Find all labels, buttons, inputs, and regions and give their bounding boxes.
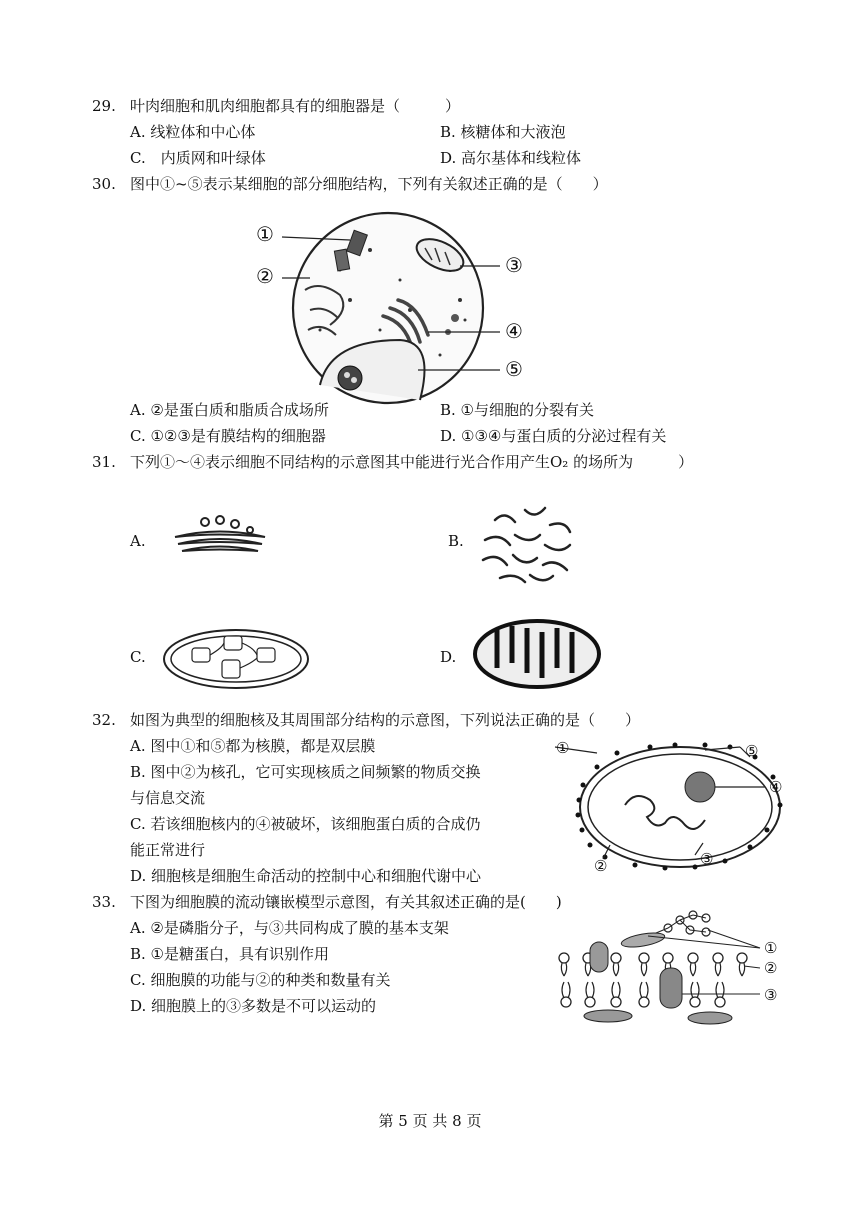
q31-stem: 下列①～④表示细胞不同结构的示意图其中能进行光合作用产生O₂ 的场所为 ） <box>130 453 694 471</box>
page-footer: 第 5 页 共 8 页 <box>378 1112 482 1130</box>
q33-label-3: ③ <box>764 986 778 1004</box>
q31-er-image <box>475 500 580 590</box>
q32-option-c-line2: 能正常进行 <box>130 841 206 859</box>
q29-option-a: A. 线粒体和中心体 <box>130 123 256 141</box>
q33-membrane-diagram <box>548 910 763 1030</box>
q30-label-5: ⑤ <box>505 357 523 381</box>
q29-stem: 叶肉细胞和肌肉细胞都具有的细胞器是（ ） <box>130 97 461 115</box>
q31-option-a: A. <box>130 532 146 550</box>
q33-option-a: A. ②是磷脂分子，与③共同构成了膜的基本支架 <box>130 919 449 937</box>
q29-number: 29. <box>92 97 116 115</box>
q33-label-2: ② <box>764 959 778 977</box>
q32-label-5: ⑤ <box>745 742 759 760</box>
q32-option-d: D. 细胞核是细胞生命活动的控制中心和细胞代谢中心 <box>130 867 482 885</box>
q30-label-1: ① <box>256 222 274 246</box>
q32-option-c-line1: C. 若该细胞核内的④被破坏，该细胞蛋白质的合成仍 <box>130 815 481 833</box>
q32-stem: 如图为典型的细胞核及其周围部分结构的示意图，下列说法正确的是（ ） <box>130 711 641 729</box>
q31-option-b: B. <box>448 532 464 550</box>
q30-option-a: A. ②是蛋白质和脂质合成场所 <box>130 401 329 419</box>
q29-option-c: C. 内质网和叶绿体 <box>130 149 266 167</box>
q32-label-1: ① <box>556 739 570 757</box>
q29-option-b: B. 核糖体和大液泡 <box>440 123 566 141</box>
q33-option-d: D. 细胞膜上的③多数是不可以运动的 <box>130 997 377 1015</box>
q30-label-4: ④ <box>505 319 523 343</box>
q31-mitochondrion-image <box>472 618 602 690</box>
q33-stem: 下图为细胞膜的流动镶嵌模型示意图，有关其叙述正确的是( ) <box>130 893 562 911</box>
q31-option-c: C. <box>130 648 146 666</box>
q30-option-d: D. ①③④与蛋白质的分泌过程有关 <box>440 427 667 445</box>
q31-number: 31. <box>92 453 116 471</box>
q32-number: 32. <box>92 711 116 729</box>
q32-label-3: ③ <box>700 850 714 868</box>
q33-option-b: B. ①是糖蛋白，具有识别作用 <box>130 945 330 963</box>
q30-number: 30. <box>92 175 116 193</box>
q33-label-1: ① <box>764 939 778 957</box>
q33-number: 33. <box>92 893 116 911</box>
q32-label-2: ② <box>594 857 608 875</box>
q31-option-d: D. <box>440 648 457 666</box>
q32-label-4: ④ <box>769 778 783 796</box>
q29-option-d: D. 高尔基体和线粒体 <box>440 149 582 167</box>
q32-option-b-line1: B. 图中②为核孔，它可实现核质之间频繁的物质交换 <box>130 763 481 781</box>
q32-option-b-line2: 与信息交流 <box>130 789 206 807</box>
q30-stem: 图中①~⑤表示某细胞的部分细胞结构，下列有关叙述正确的是（ ） <box>130 175 608 193</box>
q33-option-c: C. 细胞膜的功能与②的种类和数量有关 <box>130 971 391 989</box>
q30-option-b: B. ①与细胞的分裂有关 <box>440 401 595 419</box>
q32-option-a: A. 图中①和⑤都为核膜，都是双层膜 <box>130 737 376 755</box>
q30-option-c: C. ①②③是有膜结构的细胞器 <box>130 427 326 445</box>
q30-label-2: ② <box>256 264 274 288</box>
q30-cell-diagram <box>250 210 540 405</box>
q31-golgi-image <box>170 512 270 562</box>
q30-label-3: ③ <box>505 253 523 277</box>
q31-chloroplast-image <box>162 628 310 690</box>
